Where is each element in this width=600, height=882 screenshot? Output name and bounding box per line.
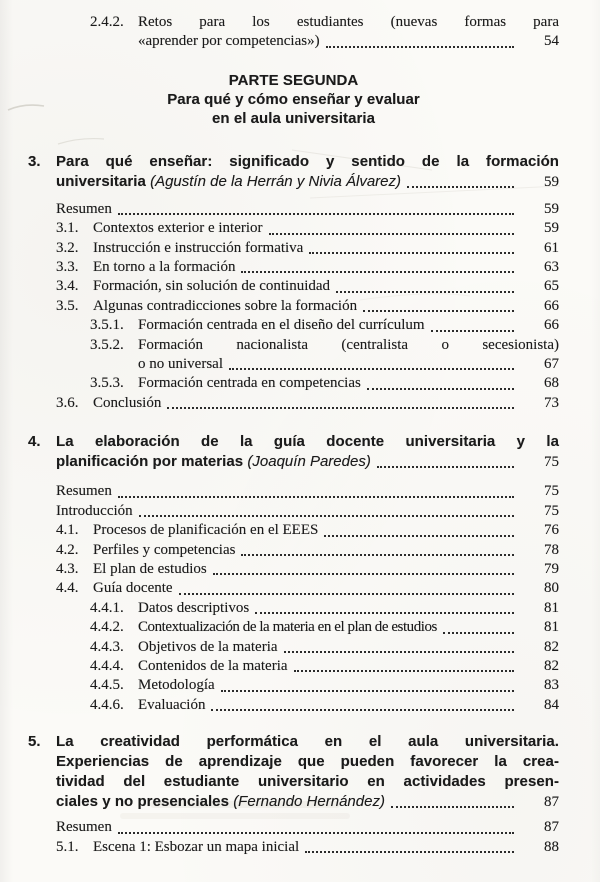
page-number: 76: [544, 522, 559, 539]
entry-number: 4.4.4.: [90, 657, 124, 674]
toc-row-6: [28, 172, 559, 192]
entry-text: [56, 200, 112, 219]
page-number: 66: [544, 317, 559, 334]
entry-text: [56, 732, 559, 752]
toc-row-3-2: [28, 239, 559, 258]
dot-leader: [167, 407, 514, 409]
toc-row-2: [28, 71, 559, 90]
entry-text: [138, 696, 205, 715]
dot-leader: [324, 535, 514, 537]
dot-leader: [391, 806, 514, 808]
text-segment: Contextos exterior e interior: [93, 220, 263, 237]
entry-text: [138, 374, 361, 393]
page-number: 83: [544, 677, 559, 694]
author-name: (Fernando Hernández): [233, 793, 385, 811]
entry-number: 4.4.2.: [90, 619, 124, 636]
entry-number: 3.: [28, 152, 41, 170]
entry-text: [93, 541, 235, 560]
page-number: 75: [544, 483, 559, 500]
page-number: 63: [544, 259, 559, 276]
toc-row-3-5-2: [28, 336, 559, 355]
text-segment: tividad del estudiante universitario en actividades presen-: [56, 773, 559, 791]
entry-text: [93, 219, 263, 238]
text-segment: La creatividad performática en el aula universitaria.: [56, 733, 559, 751]
entry-text: [167, 91, 420, 108]
text-segment: Objetivos de la materia: [138, 638, 278, 655]
entry-text: [56, 172, 401, 192]
entry-text: [212, 110, 375, 127]
entry-number: 3.3.: [56, 259, 79, 276]
dot-leader: [367, 388, 514, 390]
dot-leader: [213, 573, 514, 575]
text-segment: La elaboración de la guía docente universitaria y la: [56, 433, 559, 451]
text-segment: Metodología: [138, 677, 215, 694]
toc-row-4-4: [28, 579, 559, 598]
entry-number: 5.1.: [56, 838, 79, 855]
toc-row-3-5: [28, 297, 559, 316]
toc-row-36: [28, 818, 559, 837]
dot-leader: [443, 632, 514, 634]
entry-text: [138, 599, 249, 618]
toc-rows: [28, 13, 559, 857]
dot-leader: [294, 670, 514, 672]
toc-row-3: [28, 152, 559, 172]
entry-number: 3.1.: [56, 220, 79, 237]
dot-leader: [377, 466, 514, 468]
entry-number: 4.4.3.: [90, 638, 124, 655]
entry-text: [56, 792, 385, 812]
entry-text: [56, 752, 559, 772]
toc-row-1: [28, 32, 559, 51]
dot-leader: [431, 330, 514, 332]
dot-leader: [229, 368, 514, 370]
page-number: 87: [544, 819, 559, 836]
dot-leader: [326, 46, 514, 48]
toc-row-4-2: [28, 541, 559, 560]
entry-number: 4.1.: [56, 522, 79, 539]
text-segment: Procesos de planificación en el EEES: [93, 522, 319, 539]
page-number: 82: [544, 638, 559, 655]
entry-number: 3.5.3.: [90, 375, 124, 392]
toc-row-4-3: [28, 560, 559, 579]
toc-row-4: [28, 109, 559, 128]
page-number: 61: [544, 239, 559, 256]
text-segment: Resumen: [56, 819, 112, 836]
entry-number: 3.5.: [56, 297, 79, 314]
toc-row-21: [28, 502, 559, 521]
entry-text: [56, 482, 112, 501]
entry-text: [56, 818, 112, 837]
toc-row-34: [28, 772, 559, 792]
entry-text: [93, 579, 173, 598]
toc-row-20: [28, 482, 559, 501]
entry-text: [138, 336, 559, 355]
toc-row-19: [28, 452, 559, 472]
text-segment: Evaluación: [138, 696, 206, 713]
entry-text: [138, 355, 223, 374]
dot-leader: [118, 832, 514, 834]
toc-row-4-1: [28, 521, 559, 540]
dot-leader: [118, 496, 514, 498]
entry-text: [93, 239, 303, 258]
entry-number: 4.4.: [56, 580, 79, 597]
entry-text: [138, 657, 288, 676]
entry-number: 4.4.1.: [90, 599, 124, 616]
text-segment: Para qué y cómo enseñar y evaluar: [167, 90, 420, 108]
page-number: 59: [544, 200, 559, 217]
toc-row-4-4-2: [28, 618, 559, 637]
entry-number: 5.: [28, 733, 41, 751]
entry-text: [138, 13, 559, 32]
toc-row-7: [28, 200, 559, 219]
dot-leader: [269, 233, 514, 235]
entry-number: 3.4.: [56, 278, 79, 295]
entry-text: [93, 838, 299, 857]
page-number: 81: [544, 599, 559, 616]
entry-text: [138, 32, 320, 51]
toc-row-3-4: [28, 277, 559, 296]
page-number: 66: [544, 297, 559, 314]
page-number: 84: [544, 696, 559, 713]
dot-leader: [407, 186, 514, 188]
toc-row-5-1: [28, 838, 559, 857]
entry-number: 4.4.5.: [90, 677, 124, 694]
text-segment: Para qué enseñar: significado y sentido de la formación: [56, 152, 559, 170]
entry-text: [56, 432, 559, 452]
entry-number: 2.4.2.: [90, 14, 124, 30]
text-segment: Resumen: [56, 200, 112, 217]
text-segment: planificación por materias: [56, 453, 248, 471]
toc-row-4-4-4: [28, 657, 559, 676]
toc-row-33: [28, 752, 559, 772]
text-segment: en el aula universitaria: [212, 109, 375, 127]
dot-leader: [305, 851, 514, 853]
text-segment: Algunas contradicciones sobre la formación: [93, 297, 358, 314]
entry-number: 4.3.: [56, 560, 79, 577]
text-segment: universitaria: [56, 172, 151, 190]
page-number: 88: [544, 838, 559, 855]
toc-row-3-5-3: [28, 374, 559, 393]
toc-row-4-4-1: [28, 599, 559, 618]
text-segment: En torno a la formación: [93, 259, 236, 276]
entry-text: [138, 618, 437, 637]
dot-leader: [221, 690, 514, 692]
dot-leader: [255, 612, 514, 614]
dot-leader: [284, 651, 514, 653]
text-segment: Experiencias de aprendizaje que pueden favorecer la crea-: [56, 753, 559, 771]
page-number: 59: [544, 220, 559, 237]
entry-number: 3.2.: [56, 239, 79, 256]
entry-text: [93, 297, 357, 316]
text-segment: Introducción: [56, 502, 133, 519]
entry-text: [56, 452, 371, 472]
entry-number: 4.4.6.: [90, 696, 124, 713]
page-number: 67: [544, 356, 559, 373]
dot-leader: [211, 709, 514, 711]
entry-text: [93, 560, 207, 579]
text-segment: El plan de estudios: [93, 560, 207, 577]
toc-row-15: [28, 355, 559, 374]
toc-row-3-5-1: [28, 316, 559, 335]
page-number: 59: [544, 173, 559, 190]
page-number: 78: [544, 541, 559, 558]
dot-leader: [179, 593, 514, 595]
entry-text: [138, 316, 425, 335]
text-segment: o no universal: [138, 356, 223, 373]
toc-row-5: [28, 732, 559, 752]
toc-row-3-3: [28, 258, 559, 277]
dot-leader: [139, 515, 514, 517]
dot-leader: [363, 310, 514, 312]
text-segment: Guía docente: [93, 580, 173, 597]
text-segment: Formación, sin solución de continuidad: [93, 278, 331, 295]
toc-row-35: [28, 792, 559, 812]
author-name: (Joaquín Paredes): [247, 453, 371, 471]
page-number: 75: [544, 502, 559, 519]
text-segment: Conclusión: [93, 394, 162, 411]
text-segment: Perfiles y competencias: [93, 541, 236, 558]
text-segment: «aprender por competencias»): [138, 33, 320, 50]
entry-text: [56, 502, 133, 521]
entry-text: [93, 521, 318, 540]
entry-number: 4.2.: [56, 541, 79, 558]
text-segment: Formación nacionalista (centralista o secesionista): [138, 336, 559, 353]
entry-text: [138, 676, 215, 695]
toc-row-4-4-3: [28, 638, 559, 657]
toc-row-3-6: [28, 394, 559, 413]
toc-row-4: [28, 432, 559, 452]
dot-leader: [241, 271, 514, 273]
text-segment: Retos para los estudiantes (nuevas formas para: [138, 14, 559, 30]
dot-leader: [241, 554, 514, 556]
page-number: 82: [544, 657, 559, 674]
dot-leader: [336, 291, 514, 293]
entry-number: 4.: [28, 433, 41, 451]
page-number: 87: [544, 794, 559, 811]
toc-row-3-1: [28, 219, 559, 238]
entry-text: [93, 277, 330, 296]
entry-text: [229, 72, 359, 89]
page-number: 65: [544, 278, 559, 295]
text-segment: Formación centrada en el diseño del currículum: [138, 317, 425, 334]
page-number: 79: [544, 560, 559, 577]
text-segment: Datos descriptivos: [138, 599, 250, 616]
dot-leader: [309, 252, 514, 254]
text-segment: PARTE SEGUNDA: [228, 71, 359, 89]
entry-text: [93, 258, 235, 277]
text-segment: Contenidos de la materia: [138, 657, 288, 674]
entry-text: [56, 152, 559, 172]
page-number: 80: [544, 580, 559, 597]
text-segment: Resumen: [56, 483, 112, 500]
page-number: 73: [544, 394, 559, 411]
entry-text: [138, 638, 278, 657]
toc-row-3: [28, 90, 559, 109]
entry-number: 3.6.: [56, 394, 79, 411]
entry-text: [56, 772, 559, 792]
author-name: (Agustín de la Herrán y Nivia Álvarez): [150, 172, 402, 190]
page-number: 68: [544, 375, 559, 392]
toc-row-2-4-2: [28, 13, 559, 32]
entry-text: [93, 394, 161, 413]
page-number: 75: [544, 454, 559, 471]
text-segment: Instrucción e instrucción formativa: [93, 239, 304, 256]
dot-leader: [118, 213, 514, 215]
page-number: 54: [544, 33, 559, 50]
toc-row-4-4-5: [28, 676, 559, 695]
entry-number: 3.5.1.: [90, 317, 124, 334]
page-number: 81: [544, 619, 559, 636]
entry-number: 3.5.2.: [90, 336, 124, 353]
text-segment: Contextualización de la materia en el plan de estudios: [138, 619, 437, 636]
text-segment: ciales y no presenciales: [56, 793, 234, 811]
text-segment: Escena 1: Esbozar un mapa inicial: [93, 838, 300, 855]
text-segment: Formación centrada en competencias: [138, 375, 361, 392]
toc-row-4-4-6: [28, 696, 559, 715]
